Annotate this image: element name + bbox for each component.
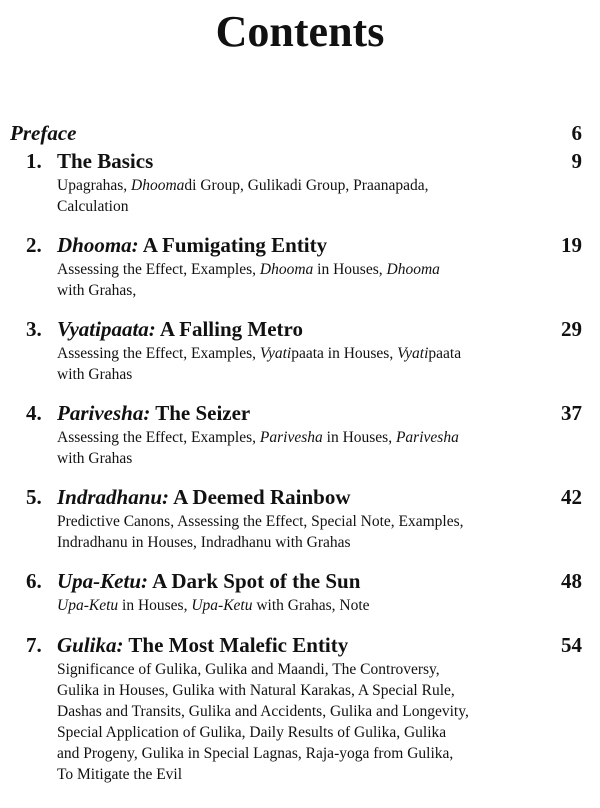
chapter-page-number: 42 [561,485,582,509]
topic-line: Upagrahas, Dhoomadi Group, Gulikadi Group, Praanapada, [57,177,429,194]
page-title: Contents [215,7,385,56]
chapter-page-number: 19 [561,233,582,257]
topic-line: with Grahas [57,366,133,383]
topic-line: with Grahas [57,450,133,467]
chapter-number: 2. [26,233,42,257]
topic-line: Assessing the Effect, Examples, Vyatipaata in Houses, Vyatipaata [57,345,462,362]
chapter-number: 4. [26,401,42,425]
topic-line: Assessing the Effect, Examples, Dhooma in Houses, Dhooma [57,261,440,278]
topic-line: Indradhanu in Houses, Indradhanu with Grahas [57,534,351,551]
chapter-title: Vyatipaata: A Falling Metro [57,317,303,341]
topic-line: Predictive Canons, Assessing the Effect, Special Note, Examples, [57,513,464,530]
chapter-topics [57,175,577,217]
chapter-title: Indradhanu: A Deemed Rainbow [57,485,351,509]
topic-line: Significance of Gulika, Gulika and Maandi, The Controversy, [57,661,440,678]
preface-entry [10,120,582,146]
chapter-page-number: 29 [561,317,582,341]
chapter-number: 1. [26,149,42,173]
topic-line: Gulika in Houses, Gulika with Natural Karakas, A Special Rule, [57,682,455,699]
chapter-title: Upa-Ketu: A Dark Spot of the Sun [57,569,361,593]
chapter-title: Gulika: The Most Malefic Entity [57,633,349,657]
chapter-title: Dhooma: A Fumigating Entity [57,233,328,257]
chapter-topics [57,427,577,469]
chapter-topics [57,259,577,301]
topic-line: Dashas and Transits, Gulika and Accidents, Gulika and Longevity, [57,703,469,720]
chapter-page-number: 48 [561,569,582,593]
topic-line: Upa-Ketu in Houses, Upa-Ketu with Grahas, Note [57,597,370,614]
topic-line: and Progeny, Gulika in Special Lagnas, Raja-yoga from Gulika, [57,745,454,762]
chapter-topics [57,659,577,785]
chapter-page-number: 37 [561,401,582,425]
chapter-page-number: 54 [561,633,582,657]
chapter-number: 7. [26,633,42,657]
chapter-topics [57,343,577,385]
preface-label: Preface [10,121,77,145]
chapter-page-number: 9 [571,149,582,173]
preface-page-number: 6 [571,121,582,145]
chapter-topics [57,595,577,616]
topic-line: Calculation [57,198,129,215]
chapter-number: 3. [26,317,42,341]
topic-line: with Grahas, [57,282,137,299]
topic-line: To Mitigate the Evil [57,766,183,783]
chapter-number: 6. [26,569,42,593]
topic-line: Special Application of Gulika, Daily Results of Gulika, Gulika [57,724,447,741]
chapter-title: The Basics [57,149,154,173]
chapter-number: 5. [26,485,42,509]
topic-line: Assessing the Effect, Examples, Parivesha in Houses, Parivesha [57,429,459,446]
chapter-title: Parivesha: The Seizer [57,401,251,425]
chapter-topics [57,511,577,553]
